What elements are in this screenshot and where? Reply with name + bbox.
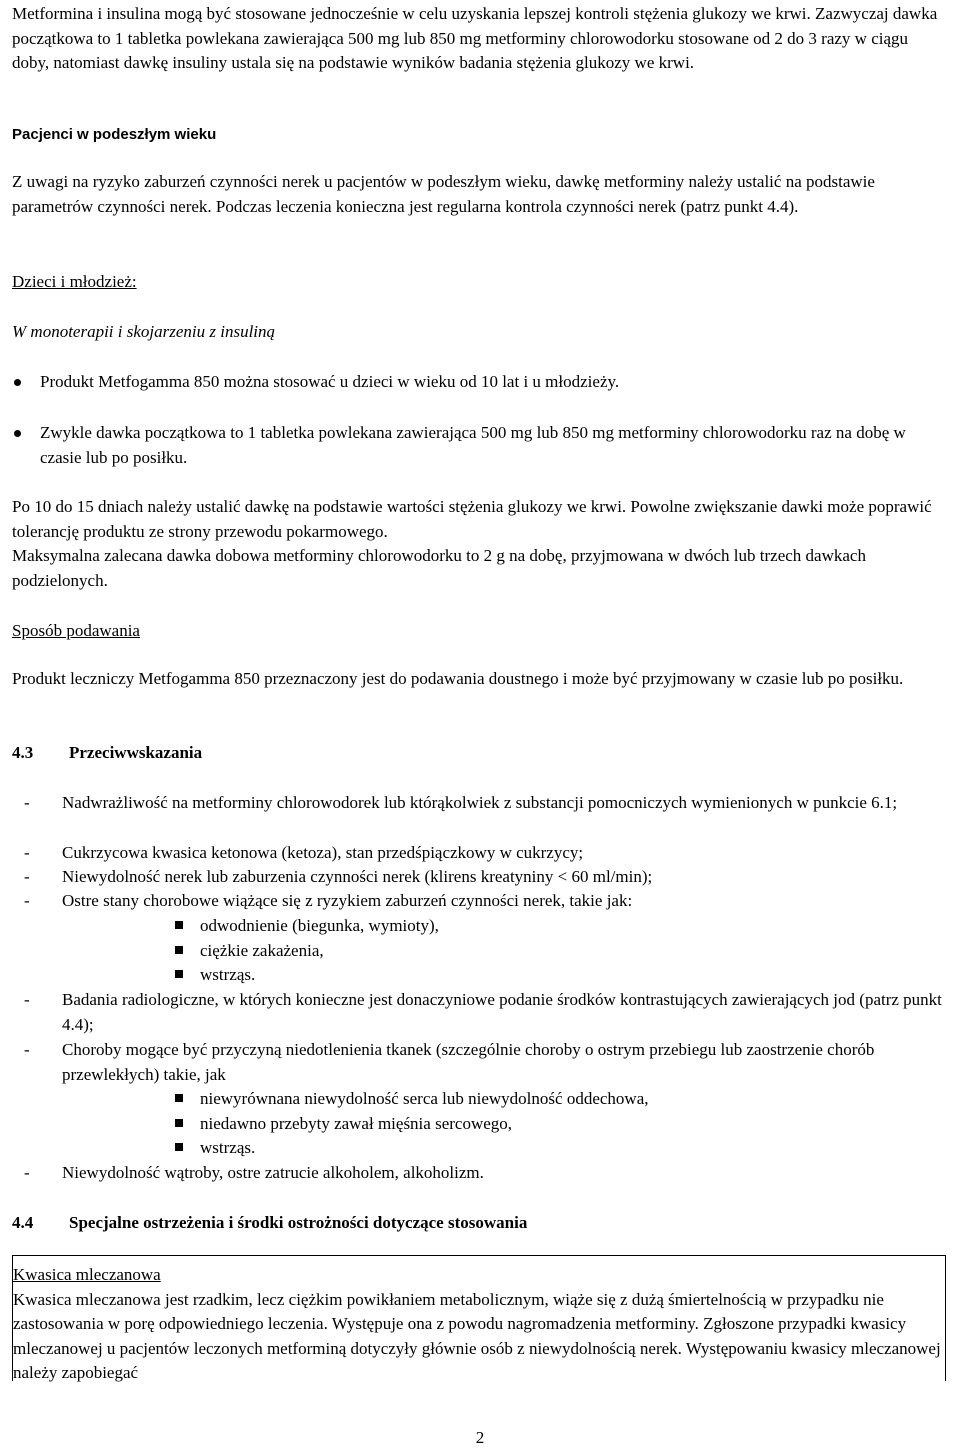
lactic-acidosis-box — [12, 1255, 946, 1381]
contraindication-text: Nadwrażliwość na metforminy chlorowodorek lub którąkolwiek z substancji pomocniczych wymienionych w punkcie 6.1; — [62, 793, 898, 812]
contraindication-item — [12, 1161, 948, 1186]
administration-heading: Sposób podawania — [12, 621, 140, 640]
dash-marker: - — [24, 793, 30, 812]
contraindication-text: Choroby mogące być przyczyną niedotlenienia tkanek (szczególnie choroby o ostrym przebiegu lub zaostrzenie chorób przewlekłych) takie, jak — [62, 1040, 875, 1084]
sublist-text: odwodnienie (biegunka, wymioty), — [200, 916, 439, 935]
bullet-text: Produkt Metfogamma 850 można stosować u dzieci w wieku od 10 lat i u młodzieży. — [40, 372, 620, 391]
dash-marker: - — [24, 867, 30, 886]
dash-marker: - — [24, 843, 30, 862]
sublist-item — [175, 939, 439, 964]
contraindication-item — [12, 988, 948, 1037]
section-number: 4.4 — [12, 1213, 34, 1232]
hypoxia-sublist — [175, 1087, 648, 1161]
dose-paragraph — [12, 495, 948, 593]
elderly-paragraph: Z uwagi na ryzyko zaburzeń czynności nerek u pacjentów w podeszłym wieku, dawkę metforminy należy ustalić na podstawie parametrów czynności nerek. Podczas leczenia konieczna jest regularna kontrola czynności nerek (patrz punkt 4.4). — [12, 172, 875, 216]
children-bullet-list-item — [12, 370, 948, 395]
bullet-text: Zwykle dawka początkowa to 1 tabletka powlekana zawierająca 500 mg lub 850 mg metforminy chlorowodorku raz na dobę w czasie lub po posiłku. — [40, 423, 906, 467]
square-bullet-icon — [175, 946, 183, 954]
dash-marker: - — [24, 1163, 30, 1182]
sublist-item — [175, 963, 439, 988]
dash-marker: - — [24, 990, 30, 1009]
lactic-acidosis-heading: Kwasica mleczanowa — [13, 1265, 161, 1284]
contraindication-item — [12, 889, 948, 914]
intro-paragraph: Metformina i insulina mogą być stosowane jednocześnie w celu uzyskania lepszej kontroli stężenia glukozy we krwi. Zazwyczaj dawka początkowa to 1 tabletka powlekana zawierająca 500 mg lub 850 mg metforminy chlorowodorku stosowane od 2 do 3 razy w ciągu doby, natomiast dawkę insuliny ustala się na podstawie wyników badania stężenia glukozy we krwi. — [12, 4, 938, 72]
contraindication-text: Niewydolność wątroby, ostre zatrucie alkoholem, alkoholizm. — [62, 1163, 484, 1182]
lactic-acidosis-text: Kwasica mleczanowa jest rzadkim, lecz ciężkim powikłaniem metabolicznym, wiąże się z dużą śmiertelnością w przypadku nie zastosowania w porę odpowiedniego leczenia. Występuje ona z powodu nagromadzenia metforminy. Zgłoszone przypadki kwasicy mleczanowej u pacjentów leczonych metforminą dotyczyły głównie osób z niewydolnością nerek. Występowaniu kwasicy mleczanowej należy zapobiegać — [13, 1289, 941, 1382]
children-bullet-list-item — [12, 421, 948, 470]
dose-text-2: Maksymalna zalecana dawka dobowa metforminy chlorowodorku to 2 g na dobę, przyjmowana w dwóch lub trzech dawkach podzielonych. — [12, 546, 866, 590]
sublist-text: wstrząs. — [200, 965, 256, 984]
sublist-text: niewyrównana niewydolność serca lub niewydolność oddechowa, — [200, 1089, 649, 1108]
square-bullet-icon — [175, 1094, 183, 1102]
bullet-icon — [14, 379, 21, 386]
square-bullet-icon — [175, 970, 183, 978]
contraindication-item — [12, 791, 948, 816]
dash-marker: - — [24, 1040, 30, 1059]
section-4-3-heading — [12, 741, 202, 766]
sublist-text: niedawno przebyty zawał mięśnia sercowego, — [200, 1113, 513, 1133]
sublist-item — [175, 914, 439, 939]
section-title: Przeciwwskazania — [69, 743, 203, 762]
section-4-4-heading — [12, 1211, 527, 1236]
section-title: Specjalne ostrzeżenia i środki ostrożności dotyczące stosowania — [69, 1213, 528, 1232]
contraindication-text: Badania radiologiczne, w których konieczne jest donaczyniowe podanie środków kontrastujących zawierających jod (patrz punkt 4.4); — [62, 990, 942, 1034]
square-bullet-icon — [175, 1143, 183, 1151]
renal-risk-sublist — [175, 914, 439, 988]
contraindication-text: Ostre stany chorobowe wiążące się z ryzykiem zaburzeń czynności nerek, takie jak: — [62, 891, 633, 910]
bullet-icon — [14, 430, 21, 437]
administration-paragraph: Produkt leczniczy Metfogamma 850 przeznaczony jest do podawania doustnego i może być przyjmowany w czasie lub po posiłku. — [12, 669, 904, 688]
dash-marker: - — [24, 891, 30, 910]
contraindication-item — [12, 841, 948, 866]
monotherapy-subheading: W monoterapii i skojarzeniu z insuliną — [12, 322, 276, 341]
section-number: 4.3 — [12, 743, 34, 762]
square-bullet-icon — [175, 1119, 183, 1127]
contraindication-text: Niewydolność nerek lub zaburzenia czynności nerek (klirens kreatyniny < 60 ml/min); — [62, 867, 653, 886]
sublist-text: ciężkie zakażenia, — [200, 940, 324, 960]
sublist-text: wstrząs. — [200, 1138, 256, 1157]
page-number: 2 — [475, 1428, 485, 1447]
dose-text-1: Po 10 do 15 dniach należy ustalić dawkę na podstawie wartości stężenia glukozy we krwi. Powolne zwiększanie dawki może poprawić tolerancję produktu ze strony przewodu pokarmowego. — [12, 497, 932, 541]
sublist-item — [175, 1136, 648, 1161]
sublist-item — [175, 1112, 648, 1137]
children-heading: Dzieci i młodzież: — [12, 272, 137, 291]
sublist-item — [175, 1087, 648, 1112]
square-bullet-icon — [175, 921, 183, 929]
contraindication-text: Cukrzycowa kwasica ketonowa (ketoza), stan przedśpiączkowy w cukrzycy; — [62, 843, 584, 862]
contraindication-item — [12, 1038, 948, 1087]
contraindication-item — [12, 865, 948, 890]
elderly-heading: Pacjenci w podeszłym wieku — [12, 126, 217, 143]
